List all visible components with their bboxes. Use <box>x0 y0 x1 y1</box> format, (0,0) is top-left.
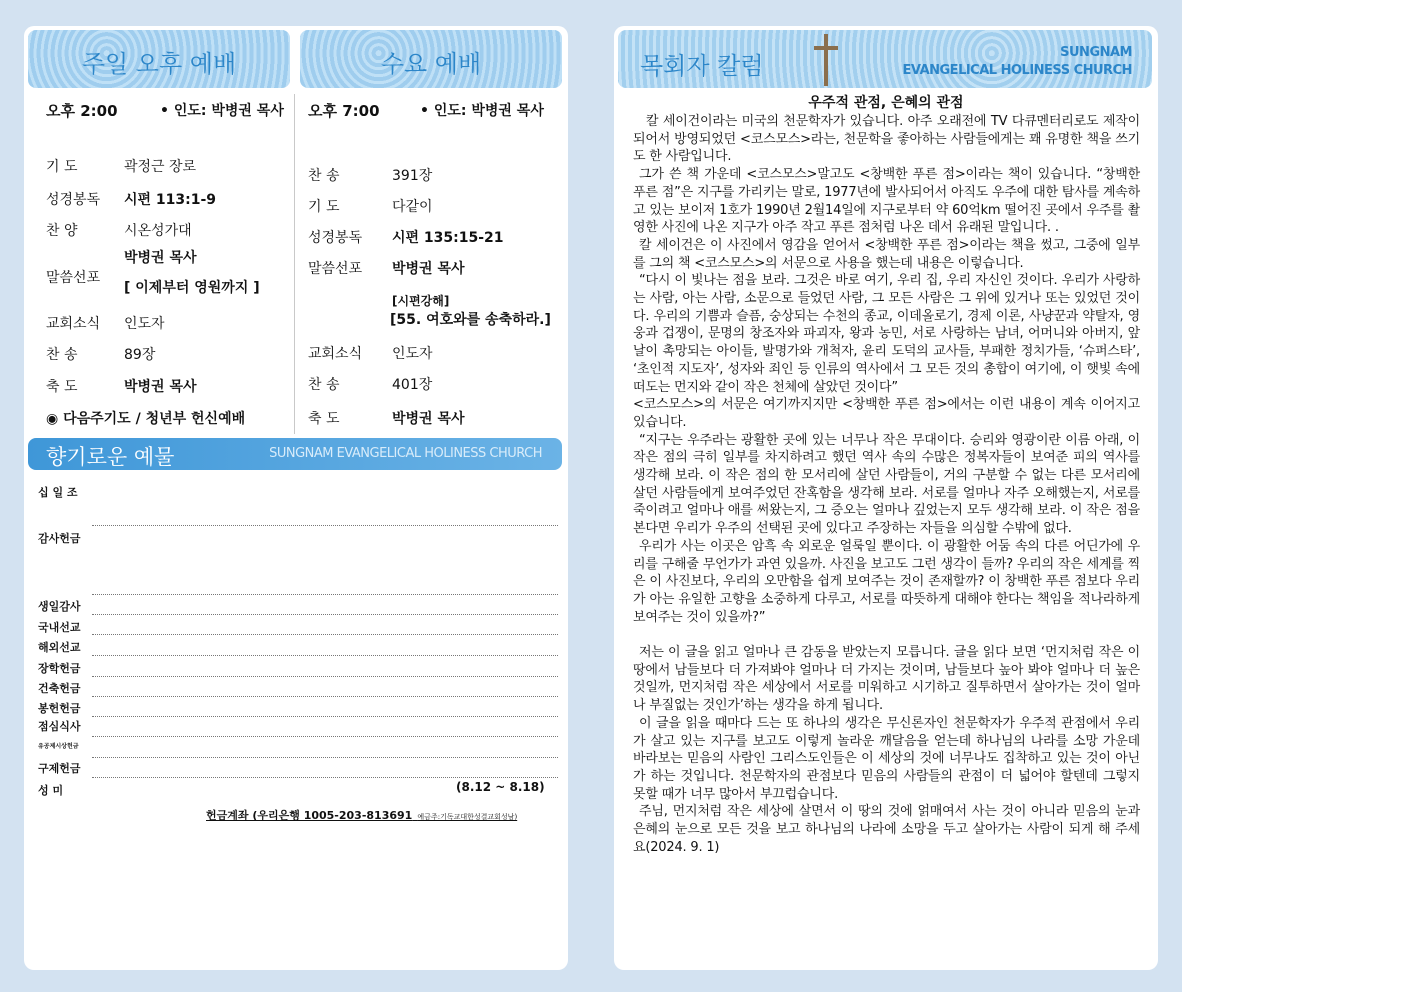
column-paragraph: 주님, 먼지처럼 작은 세상에 살면서 이 땅의 것에 얽매여서 사는 것이 아니라 믿음의 눈과 은혜의 눈으로 모든 것을 보고 하나님의 나라에 소망을 두고 살아가는 사람이 되게 해 주세요(2024. 9. 1) <box>633 804 1140 855</box>
order-label: 성경봉독 <box>308 230 363 246</box>
column-paragraph <box>633 626 1140 644</box>
column-paragraph: 칼 세이건이라는 미국의 천문학자가 있습니다. 아주 오래전에 TV 다큐멘터리로도 제작이 되어서 방영되었던 <코스모스>라는, 천문학을 좋아하는 사람들에게는 꽤 유명한 책을 쓰기도 한 사람입니다. <box>633 114 1140 165</box>
order-value: 곽정근 장로 <box>124 159 197 175</box>
order-row <box>46 247 197 286</box>
order-value: 박병권 목사 <box>124 379 197 395</box>
order-label: 찬 송 <box>308 168 340 184</box>
order-value: 인도자 <box>392 346 433 362</box>
cross-icon <box>824 34 828 86</box>
sunday-leader: • 인도: 박병권 목사 <box>160 103 284 119</box>
order-row <box>46 344 155 364</box>
order-label: 찬 양 <box>46 223 78 239</box>
right-panel <box>614 26 1158 970</box>
offering-period: (8.12 ~ 8.18) <box>456 780 545 794</box>
order-row <box>308 408 465 428</box>
order-value: 박병권 목사 <box>124 250 197 266</box>
wednesday-service-title: 수요 예배 <box>380 50 482 78</box>
order-label: 기 도 <box>308 199 340 215</box>
offering-category: 봉헌헌금 <box>38 702 81 715</box>
column-paragraph: 그가 쓴 책 가운데 <코스모스>말고도 <창백한 푸른 점>이라는 책이 있습니다. “창백한 푸른 점”은 지구를 가리키는 말로, 1977년에 발사되어서 아직도 우주에 대한 탐사를 계속하고 있는 보이저 1호가 1990년 2월14일에 지구로부터 약 60억km 떨어진 곳에서 우주를 촬영한 사진에 나온 지구가 아주 작고 푸른 점처럼 나온 데서 유래된 말입니다. . <box>633 167 1140 236</box>
offering-category: 구제헌금 <box>38 762 81 775</box>
offering-category: 생일감사 <box>38 600 81 613</box>
order-row <box>46 189 216 209</box>
offering-line <box>92 634 558 635</box>
wednesday-service-header <box>300 30 562 88</box>
account-number: 헌금계좌 (우리은행 1005-203-813691 <box>206 809 413 822</box>
offering-line <box>92 525 558 526</box>
order-label: 교회소식 <box>46 316 101 332</box>
offering-line <box>92 736 558 737</box>
order-label: 축 도 <box>46 379 78 395</box>
order-value: 인도자 <box>124 316 165 332</box>
column-paragraph: 칼 세이건은 이 사진에서 영감을 얻어서 <창백한 푸른 점>이라는 책을 썼고, 그중에 일부를 그의 책 <코스모스>의 서문으로 사용을 했는데 내용은 이렇습니다. <box>633 237 1140 271</box>
account-holder: 예금주:기독교대한성결교회성남) <box>417 813 518 821</box>
column-header <box>618 30 1152 88</box>
order-row <box>46 220 192 240</box>
next-week-note: ◉ 다음주기도 / 청년부 헌신예배 <box>46 411 246 427</box>
offering-category: 성 미 <box>38 784 64 797</box>
offering-church-name: SUNGNAM EVANGELICAL HOLINESS CHURCH <box>269 446 542 461</box>
offering-line <box>92 655 558 656</box>
offering-category: 유공제시상헌금 <box>38 743 79 750</box>
order-value: 시편 135:15-21 <box>392 230 504 246</box>
column-paragraph: <코스모스>의 서문은 여기까지지만 <창백한 푸른 점>에서는 이런 내용이 계속 이어지고 있습니다. <box>633 397 1140 430</box>
order-label: 말씀선포 <box>46 270 101 286</box>
left-panel <box>24 26 568 970</box>
column-title: 우주적 관점, 은혜의 관점 <box>808 95 964 111</box>
order-label: 성경봉독 <box>46 192 101 208</box>
order-label: 교회소식 <box>308 346 363 362</box>
column-paragraph: “지구는 우주라는 광활한 곳에 있는 너무나 작은 무대이다. 승리와 영광이란 이름 아래, 이 작은 점의 극히 일부를 차지하려고 했던 역사 속의 수많은 정복자들이 보여준 피의 역사를 생각해 보라. 이 작은 점의 한 모서리에 살던 사람들이, 거의 구분할 수 없는 다른 모서리에 살던 사람들에게 보여주었던 잔혹함을 생각해 보라. 서로를 얼마나 자주 오해했는지, 서로를 죽이려고 얼마나 애를 써왔는지, 그 증오는 얼마나 깊었는지 모두 생각해 보라. 이 작은 점을 본다면 우리가 우주의 선택된 곳에 있다고 주장하는 자들을 의심할 수밖에 없다. <box>633 432 1140 537</box>
offering-category: 점심식사 <box>38 720 81 733</box>
order-label: 축 도 <box>308 411 340 427</box>
order-row <box>308 196 433 216</box>
order-row <box>46 376 197 396</box>
offering-line <box>92 676 558 677</box>
offering-line <box>92 777 558 778</box>
offering-title: 향기로운 예물 <box>46 445 175 469</box>
order-row <box>308 258 465 278</box>
offering-category: 건축헌금 <box>38 682 81 695</box>
offering-category: 십 일 조 <box>38 486 78 499</box>
order-row <box>308 374 432 394</box>
order-row <box>308 343 433 363</box>
sunday-service-header <box>28 30 290 88</box>
column-church-name: SUNGNAM EVANGELICAL HOLINESS CHURCH <box>902 45 1132 78</box>
offering-line <box>92 594 558 595</box>
column-section-title: 목회자 칼럼 <box>640 52 764 80</box>
order-value: 시편 113:1-9 <box>124 192 217 208</box>
order-row <box>308 165 432 185</box>
sermon-title: [ 이제부터 영원까지 ] <box>124 280 260 296</box>
account-info <box>206 804 517 823</box>
column-paragraph: 이 글을 읽을 때마다 드는 또 하나의 생각은 무신론자인 천문학자가 우주적 관점에서 우리가 살고 있는 지구를 보고도 이렇게 놀라운 깨달음을 얻는데 하나님의 나라를 소망 가운데 바라보는 믿음의 사람인 그리스도인들은 이 세상의 것에 너무나도 집착하고 있는 것이 아닌가 하는 것입니다. 천문학자의 관점보다 믿음의 사람들의 관점이 더 넓어야 할텐데 그렇지 못할 때가 너무 많아서 부끄럽습니다. <box>633 715 1140 802</box>
offering-category: 국내선교 <box>38 621 81 634</box>
offering-line <box>92 696 558 697</box>
offering-category: 감사헌금 <box>38 532 81 545</box>
sunday-service-title: 주일 오후 예배 <box>81 50 237 78</box>
order-value: 시온성가대 <box>124 223 192 239</box>
order-value: 89장 <box>124 347 156 363</box>
order-value: 박병권 목사 <box>392 411 465 427</box>
offering-line <box>92 716 558 717</box>
column-divider <box>294 94 295 434</box>
column-paragraph: 저는 이 글을 읽고 얼마나 큰 감동을 받았는지 모릅니다. 글을 읽다 보면 ‘먼지처럼 작은 이 땅에서 남들보다 더 가져봐야 얼마나 더 가지는 것이며, 남들보다 높아 봐야 얼마나 더 높은 것일까, 먼지처럼 작은 세상에서 서로를 미워하고 시기하고 질투하면서 살아가는 것이 얼마나 부질없는 것인가’하는 생각을 하게 됩니다. <box>633 645 1140 714</box>
wednesday-leader: • 인도: 박병권 목사 <box>420 103 544 119</box>
offering-line <box>92 614 558 615</box>
order-value: 박병권 목사 <box>392 261 465 277</box>
offering-category: 해외선교 <box>38 641 81 654</box>
offering-category: 장학헌금 <box>38 662 81 675</box>
order-label: 말씀선포 <box>308 261 363 277</box>
order-value: 391장 <box>392 168 433 184</box>
order-row <box>46 156 196 176</box>
sermon-series: [시편강해] <box>392 294 450 308</box>
order-label: 기 도 <box>46 159 78 175</box>
order-label: 찬 송 <box>308 377 340 393</box>
column-paragraph: “다시 이 빛나는 점을 보라. 그것은 바로 여기, 우리 집, 우리 자신인 것이다. 우리가 사랑하는 사람, 아는 사람, 소문으로 들었던 사람, 그 모든 사람은 그 위에 있거나 또는 있었던 것이다. 우리의 기쁨과 슬픔, 숭상되는 수천의 종교, 이데올로기, 경제 이론, 사냥꾼과 약탈자, 영웅과 겁쟁이, 문명의 창조자와 파괴자, 왕과 농민, 서로 사랑하는 남녀, 어머니와 아버지, 앞날이 촉망되는 아이들, 발명가와 개척자, 윤리 도덕의 교사들, 부패한 정치가들, ‘슈퍼스타’, ‘초인적 지도자’, 성자와 죄인 등 인류의 역사에서 그 모든 것의 총합이 여기에, 이 햇빛 속에 떠도는 먼지와 같이 작은 천체에 살았던 것이다” <box>633 273 1141 395</box>
cross-icon <box>814 46 838 50</box>
sunday-time: 오후 2:00 <box>46 102 118 120</box>
column-body <box>633 113 1140 857</box>
order-row <box>46 313 165 333</box>
order-row <box>308 227 504 247</box>
offering-line <box>92 757 558 758</box>
order-label: 찬 송 <box>46 347 78 363</box>
column-paragraph: 우리가 사는 이곳은 암흑 속 외로운 얼룩일 뿐이다. 이 광활한 어둠 속의 다른 어딘가에 우리를 구해줄 무언가가 과연 있을까. 사진을 보고도 그런 생각이 들까? 우리의 작은 세계를 찍은 이 사진보다, 우리의 오만함을 쉽게 보여주는 것이 존재할까? 이 창백한 푸른 점보다 우리가 아는 유일한 고향을 소중하게 다루고, 서로를 따뜻하게 대해야 한다는 책임을 적나라하게 보여주는 것이 있을까?” <box>633 538 1140 625</box>
sermon-title: [55. 여호와를 송축하라.] <box>390 312 551 328</box>
order-value: 다같이 <box>392 199 433 215</box>
offering-header <box>28 438 562 470</box>
wednesday-time: 오후 7:00 <box>308 102 380 120</box>
order-value: 401장 <box>392 377 433 393</box>
